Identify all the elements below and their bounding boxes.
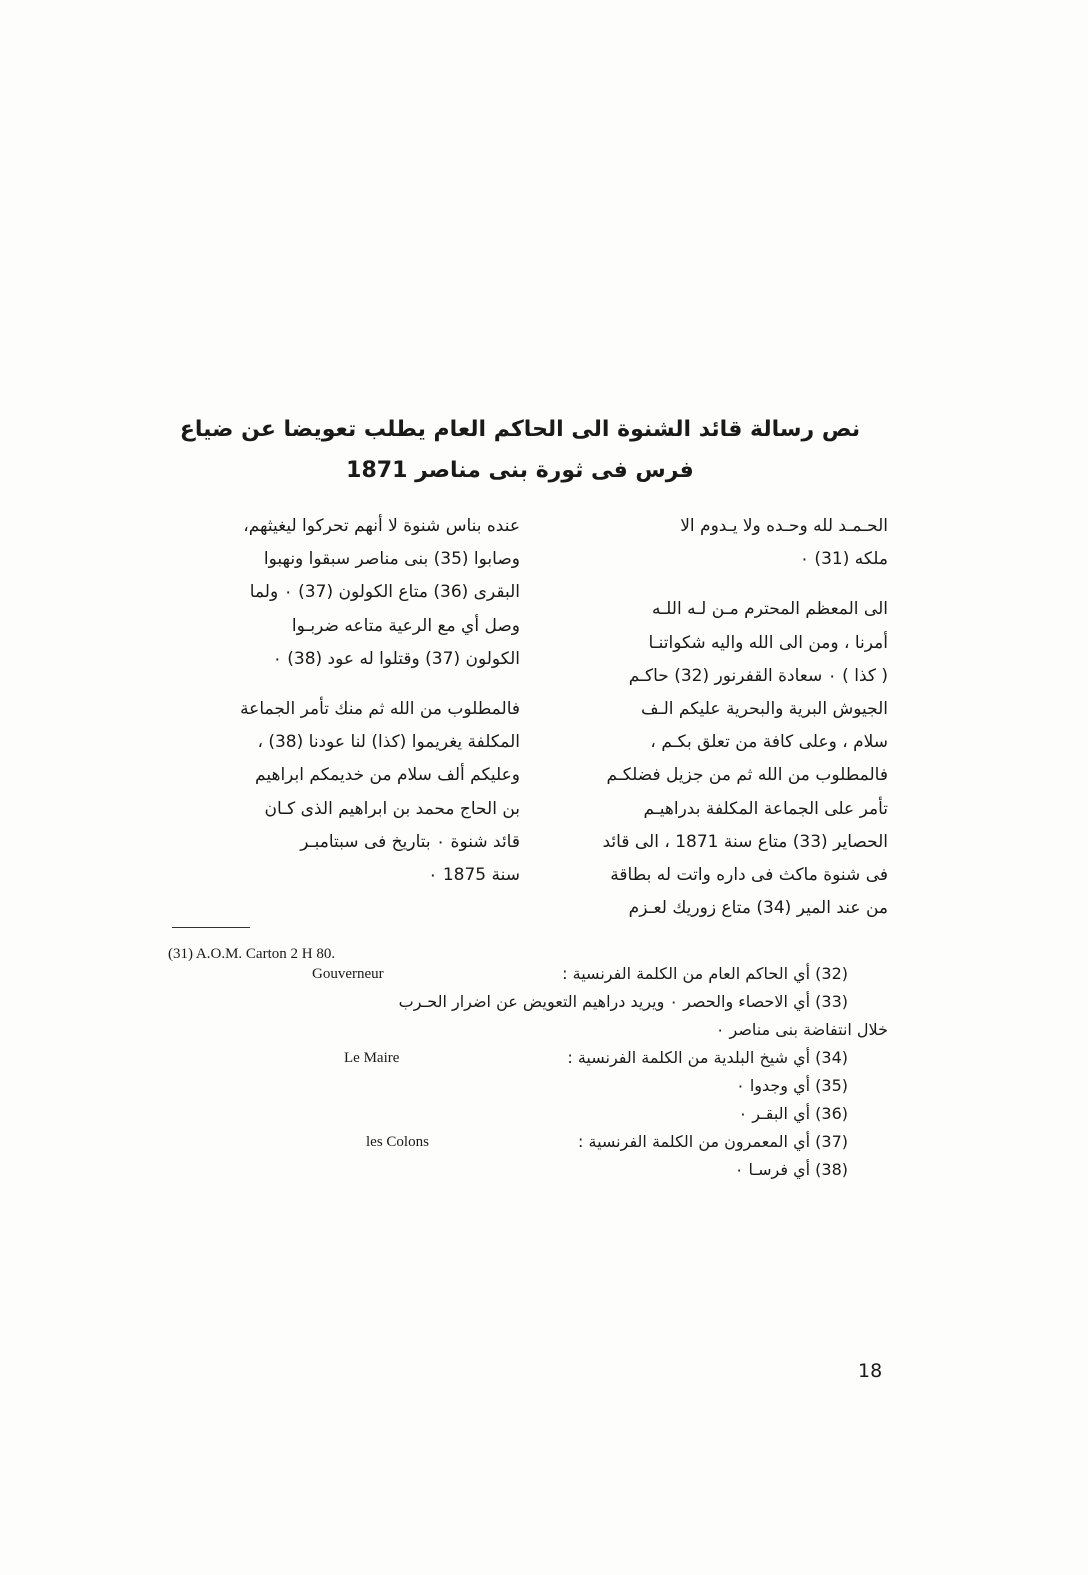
text-line: المكلفة يغريموا (كذا) لنا عودنا (38) ، [257, 732, 520, 753]
text-line: الحصاير (33) متاع سنة 1871 ، الى قائد [602, 831, 888, 852]
text-line: الجيوش البرية والبحرية عليكم الـف [641, 698, 888, 719]
footnote-37: (37) أي المعمرون من الكلمة الفرنسية : [578, 1132, 848, 1151]
footnote-31-citation: (31) A.O.M. Carton 2 H 80. [168, 946, 336, 962]
footnote-38: (38) أي فرسـا ٠ [734, 1160, 848, 1179]
text-line: فى شنوة ماكث فى داره واتت له بطاقة [610, 864, 888, 885]
document-title-line-1: نص رسالة قائد الشنوة الى الحاكم العام يطلب تعويضا عن ضياع [179, 417, 861, 442]
text-line: وصل أي مع الرعية متاعه ضربـوا [291, 615, 520, 636]
footnote-37-french-term: les Colons [366, 1134, 429, 1150]
document-title-line-2: فرس فى ثورة بنى مناصر 1871 [346, 458, 694, 483]
text-line: سنة 1875 ٠ [428, 864, 520, 885]
footnote-divider [172, 927, 250, 928]
text-line: ( كذا ) ٠ سعادة القفرنور (32) حاكـم [628, 665, 888, 686]
text-line: من عند المير (34) متاع زوريك لعـزم [628, 898, 888, 919]
page-number: 18 [858, 1360, 883, 1382]
text-line: تأمر على الجماعة المكلفة بدراهيـم [643, 798, 888, 819]
text-line: الحـمـد لله وحـده ولا يـدوم الا [680, 516, 888, 536]
text-line: بن الحاج محمد بن ابراهيم الذى كـان [264, 798, 520, 819]
text-line: البقرى (36) متاع الكولون (37) ٠ ولما [249, 582, 520, 603]
text-line: الى المعظم المحترم مـن لـه اللـه [652, 599, 888, 620]
text-line: قائد شنوة ٠ بتاريخ فى سبتامبـر [300, 831, 520, 852]
footnote-33-line-2: خلال انتفاضة بنى مناصر ٠ [715, 1020, 888, 1039]
text-line: وصابوا (35) بنى مناصر سبقوا ونهبوا [263, 549, 520, 570]
footnote-34-french-term: Le Maire [344, 1050, 400, 1066]
footnote-33-line-1: (33) أي الاحصاء والحصر ٠ ويريد دراهيم التعويض عن اضرار الحـرب [398, 992, 848, 1011]
letter-right-column [528, 510, 888, 925]
letter-left-column [160, 510, 520, 892]
footnote-32: (32) أي الحاكم العام من الكلمة الفرنسية : [562, 964, 848, 983]
text-line: وعليكم ألف سلام من خديمكم ابراهيم [255, 765, 520, 786]
text-line: ملكه (31) ٠ [799, 549, 888, 570]
text-line: فالمطلوب من الله ثم منك تأمر الجماعة [240, 698, 520, 719]
text-line: أمرنا ، ومن الى الله واليه شكواتنـا [648, 632, 888, 653]
footnote-34: (34) أي شيخ البلدية من الكلمة الفرنسية : [567, 1048, 848, 1067]
footnote-35: (35) أي وجدوا ٠ [736, 1076, 848, 1095]
text-line: سلام ، وعلى كافة من تعلق بكـم ، [650, 732, 888, 753]
text-line: عنده بناس شنوة لا أنهم تحركوا ليغيثهم، [243, 516, 520, 536]
text-line: الكولون (37) وقتلوا له عود (38) ٠ [272, 648, 520, 669]
footnote-32-french-term: Gouverneur [312, 966, 384, 982]
footnote-36: (36) أي البقـر ٠ [738, 1104, 848, 1123]
text-line: فالمطلوب من الله ثم من جزيل فضلكـم [606, 765, 888, 786]
